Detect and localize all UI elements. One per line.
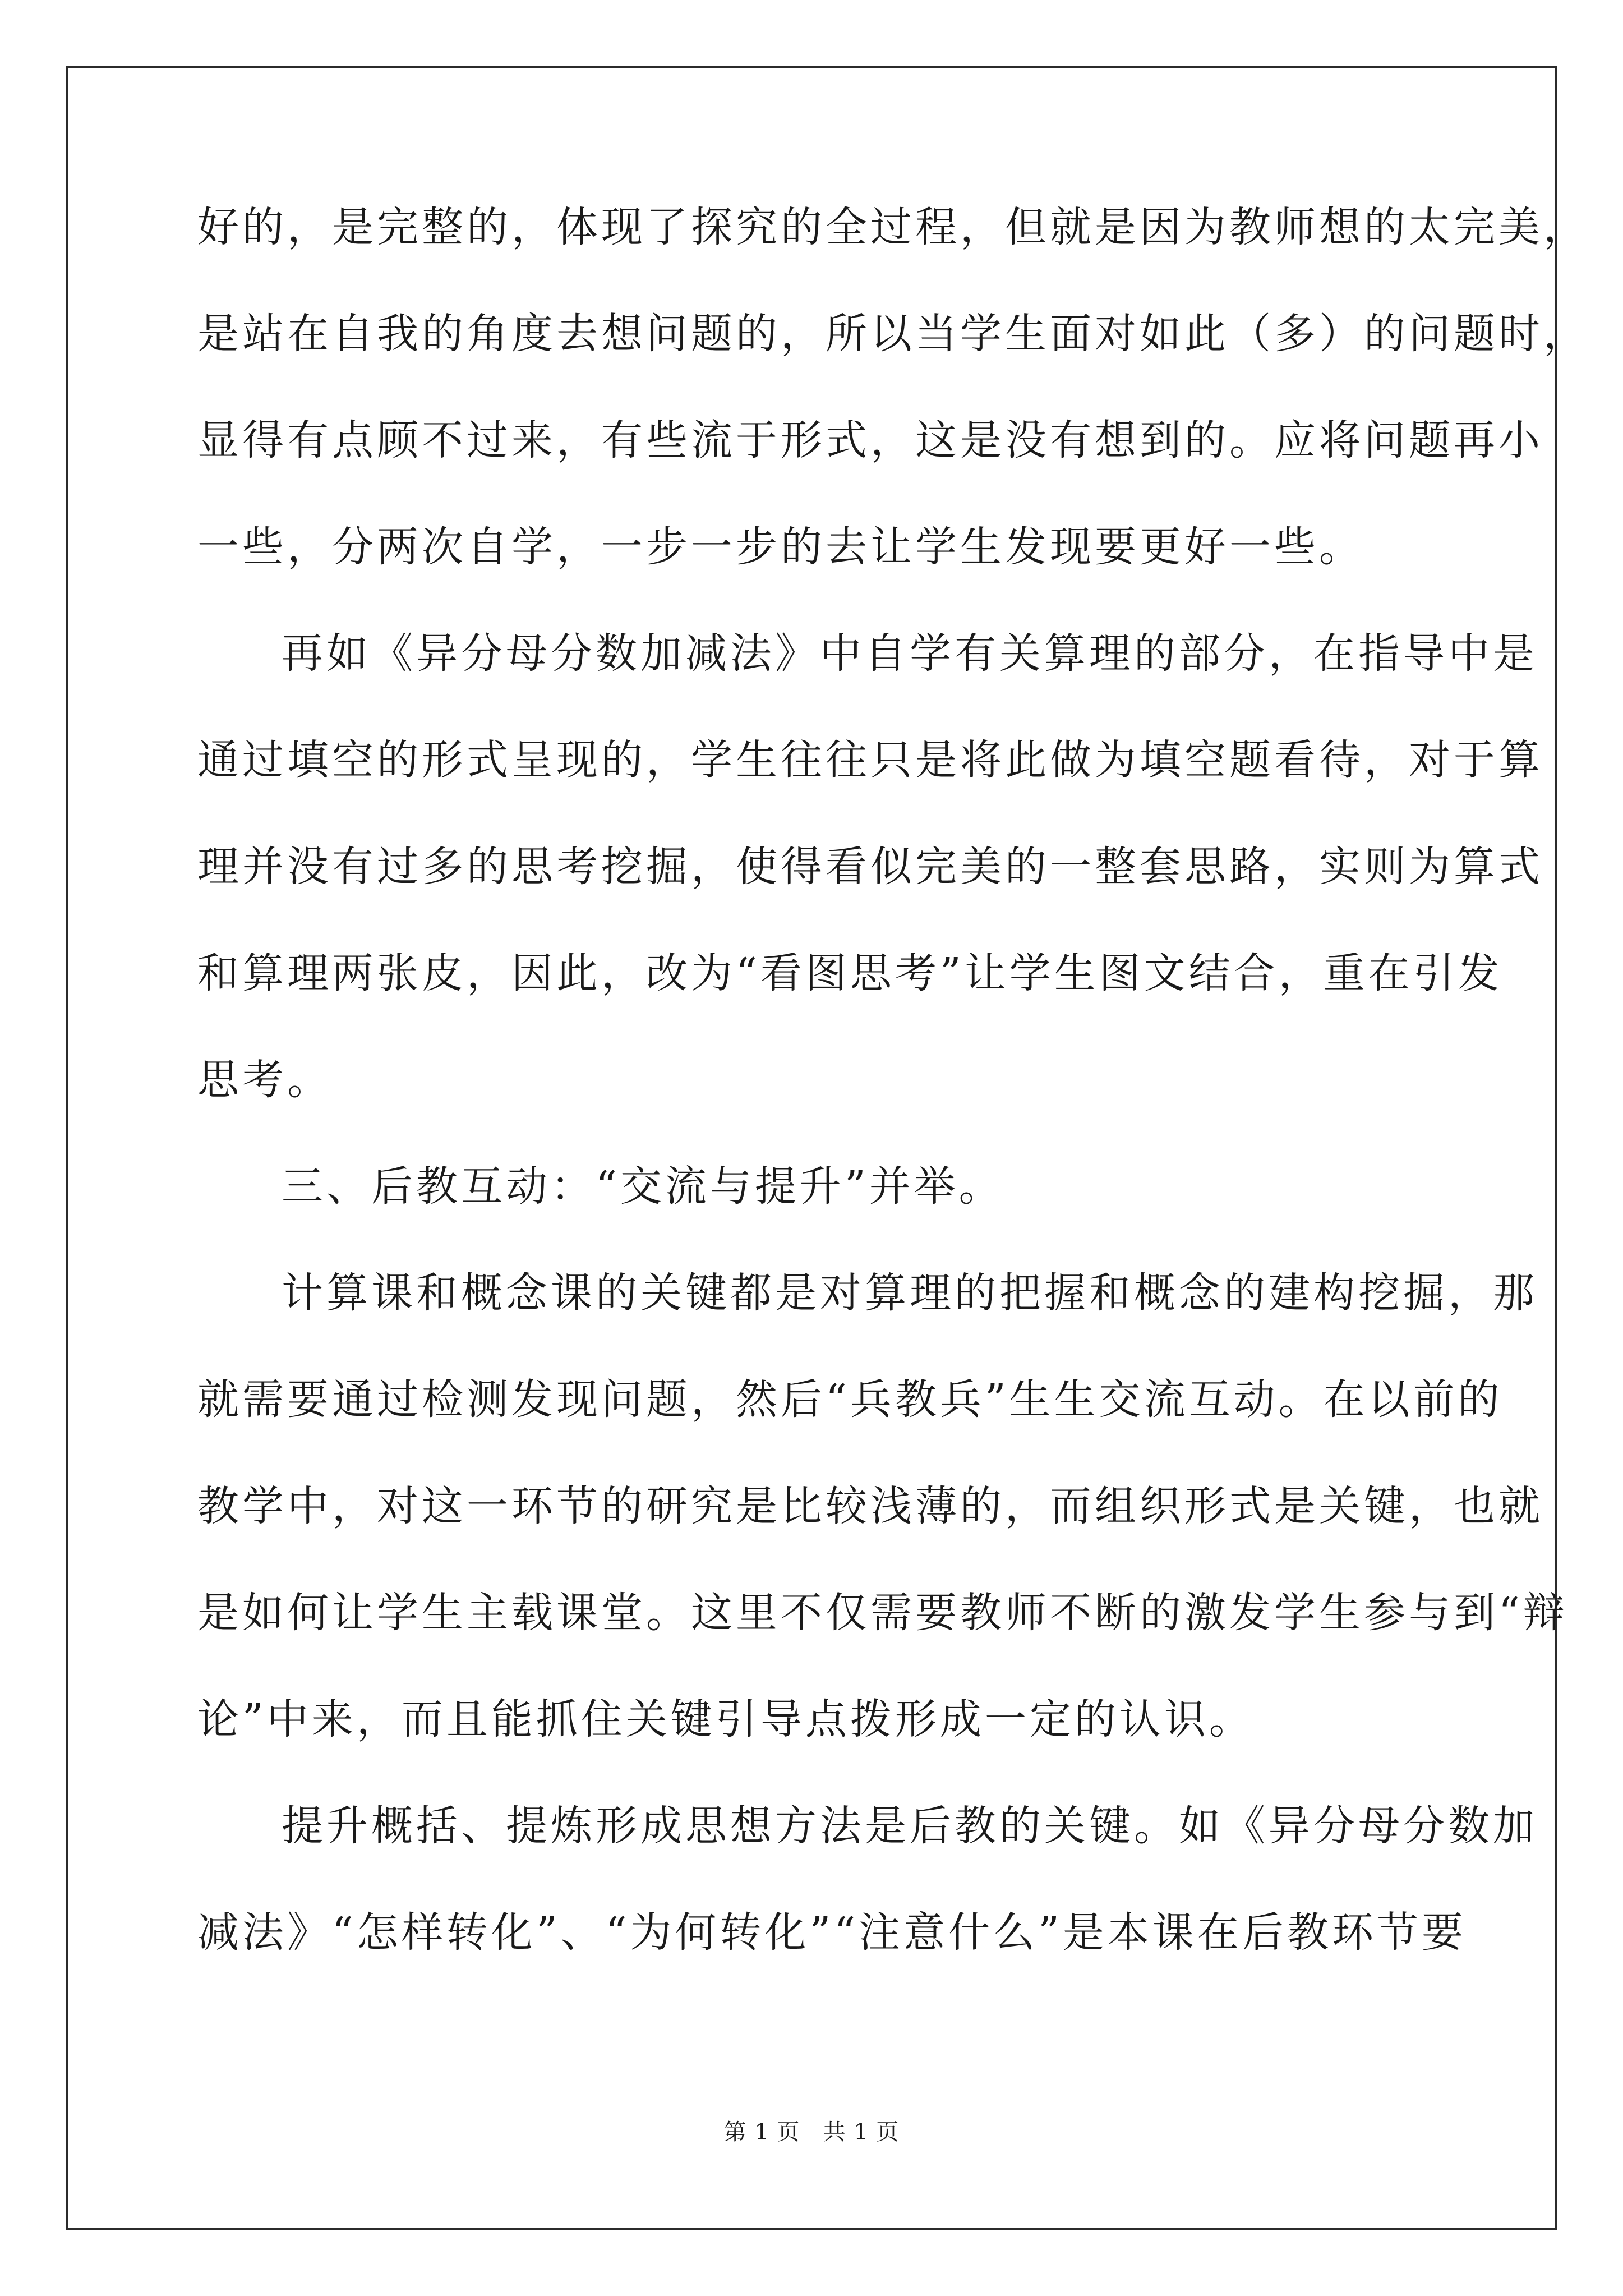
body-line: 是站在自我的角度去想问题的，所以当学生面对如此（多）的问题时， bbox=[197, 310, 1588, 358]
body-line: 通过填空的形式呈现的，学生往往只是将此做为填空题看待，对于算 bbox=[197, 736, 1543, 784]
body-line: 论”中来，而且能抓住关键引导点拨形成一定的认识。 bbox=[197, 1695, 1254, 1743]
body-line: 一些，分两次自学，一步一步的去让学生发现要更好一些。 bbox=[197, 523, 1364, 571]
body-line: 教学中，对这一环节的研究是比较浅薄的，而组织形式是关键，也就 bbox=[197, 1482, 1543, 1530]
body-line: 再如《异分母分数加减法》中自学有关算理的部分，在指导中是 bbox=[282, 629, 1538, 678]
body-line: 思考。 bbox=[197, 1056, 332, 1104]
body-line: 就需要通过检测发现问题，然后“兵教兵”生生交流互动。在以前的 bbox=[197, 1375, 1503, 1424]
body-line: 好的，是完整的，体现了探究的全过程，但就是因为教师想的太完美， bbox=[197, 203, 1588, 251]
body-line: 是如何让学生主载课堂。这里不仅需要教师不断的激发学生参与到“辩 bbox=[197, 1589, 1568, 1637]
body-line: 理并没有过多的思考挖掘，使得看似完美的一整套思路，实则为算式 bbox=[197, 843, 1543, 891]
body-line: 计算课和概念课的关键都是对算理的把握和概念的建构挖掘，那 bbox=[282, 1269, 1538, 1317]
body-line: 和算理两张皮，因此，改为“看图思考”让学生图文结合，重在引发 bbox=[197, 949, 1503, 997]
page-frame bbox=[66, 66, 1557, 2230]
body-line: 显得有点顾不过来，有些流于形式，这是没有想到的。应将问题再小 bbox=[197, 416, 1543, 464]
body-line: 减法》“怎样转化”、“为何转化”“注意什么”是本课在后教环节要 bbox=[197, 1908, 1467, 1957]
section-heading: 三、后教互动：“交流与提升”并举。 bbox=[282, 1162, 1004, 1211]
body-line: 提升概括、提炼形成思想方法是后教的关键。如《异分母分数加 bbox=[282, 1802, 1538, 1850]
page-number-footer: 第 1 页 共 1 页 bbox=[723, 2119, 900, 2145]
